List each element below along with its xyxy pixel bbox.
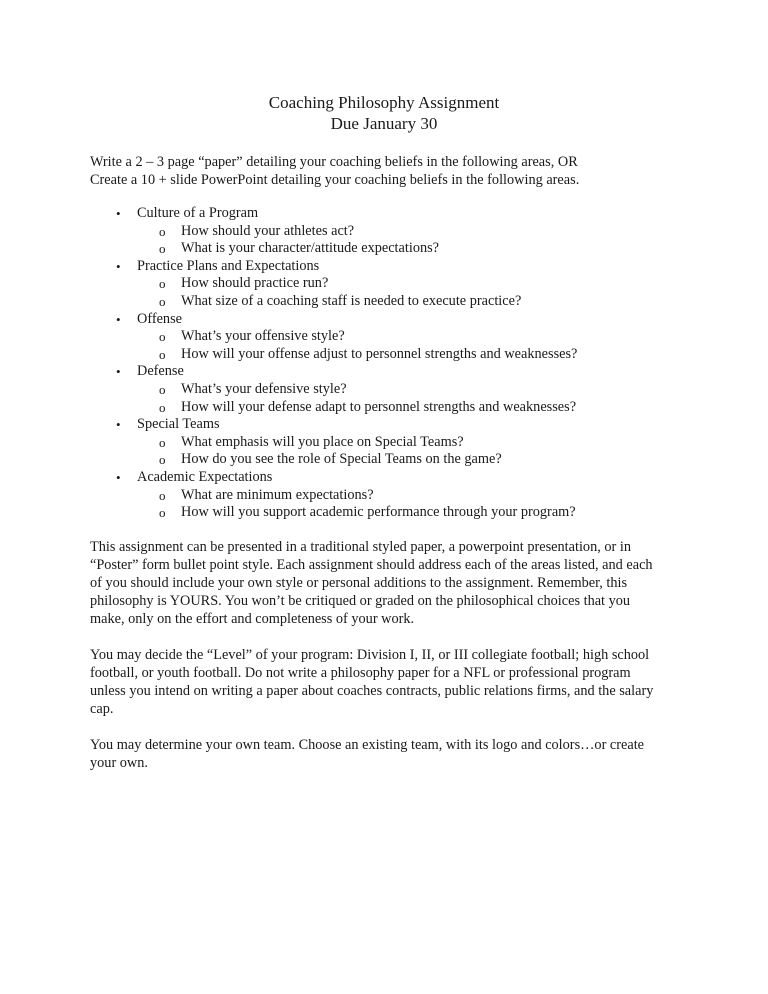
circle-bullet-icon: o <box>159 223 166 239</box>
bullet-icon: • <box>116 364 121 380</box>
circle-bullet-icon: o <box>159 241 166 257</box>
question-text: How will you support academic performance through your program? <box>181 504 576 521</box>
topic-list <box>0 205 768 522</box>
bullet-icon: • <box>116 311 121 327</box>
circle-bullet-icon: o <box>159 452 166 468</box>
paragraph <box>90 646 690 718</box>
paragraph-line: cap. <box>90 701 114 717</box>
question-text: How should your athletes act? <box>181 222 355 239</box>
question-list <box>137 381 768 416</box>
paragraph-line: You may determine your own team. Choose an existing team, with its logo and colors…or create <box>90 737 645 753</box>
topic-item <box>0 363 768 416</box>
paragraph-line: “Poster” form bullet point style. Each assignment should address each of the areas listed, and each <box>90 557 653 573</box>
body-paragraphs <box>90 538 690 790</box>
question-item <box>137 328 768 346</box>
paragraph-line: You may decide the “Level” of your program: Division I, II, or III collegiate football; high school <box>90 647 650 663</box>
intro-text <box>90 153 710 189</box>
topic-item <box>0 258 768 311</box>
question-text: What’s your offensive style? <box>181 328 345 345</box>
topic-label: Defense <box>137 363 184 380</box>
topic-item <box>0 469 768 522</box>
topic-label: Offense <box>137 310 182 327</box>
question-text: What emphasis will you place on Special Teams? <box>181 433 464 450</box>
bullet-icon: • <box>116 417 121 433</box>
topic-label: Culture of a Program <box>137 205 259 221</box>
bullet-icon: • <box>116 469 121 485</box>
topic-item <box>0 416 768 469</box>
paragraph-line: football, or youth football. Do not write a philosophy paper for a NFL or professional program <box>90 665 631 681</box>
topic-label: Practice Plans and Expectations <box>137 257 320 274</box>
question-list <box>137 434 768 469</box>
question-text: How will your offense adjust to personnel strengths and weaknesses? <box>181 345 578 362</box>
paragraph-line: This assignment can be presented in a traditional styled paper, a powerpoint presentation, or in <box>90 539 631 555</box>
circle-bullet-icon: o <box>159 434 166 450</box>
question-list <box>137 275 768 310</box>
question-text: How do you see the role of Special Teams on the game? <box>181 451 502 468</box>
question-item <box>137 487 768 505</box>
circle-bullet-icon: o <box>159 381 166 397</box>
circle-bullet-icon: o <box>159 346 166 362</box>
question-item <box>137 451 768 469</box>
paragraph-line: unless you intend on writing a paper about coaches contracts, public relations firms, and the salary <box>90 683 654 699</box>
paragraph-line: your own. <box>90 755 148 771</box>
circle-bullet-icon: o <box>159 505 166 521</box>
circle-bullet-icon: o <box>159 399 166 415</box>
intro-line: Write a 2 – 3 page “paper” detailing your coaching beliefs in the following areas, OR <box>90 154 578 170</box>
question-text: What are minimum expectations? <box>181 486 374 503</box>
question-text: How will your defense adapt to personnel strengths and weaknesses? <box>181 398 577 415</box>
question-text: What is your character/attitude expectations? <box>181 240 440 257</box>
topic-label: Special Teams <box>137 416 220 433</box>
title-block <box>0 92 768 134</box>
circle-bullet-icon: o <box>159 329 166 345</box>
paragraph-line: make, only on the effort and completeness of your work. <box>90 611 415 627</box>
circle-bullet-icon: o <box>159 487 166 503</box>
paragraph <box>90 736 690 772</box>
question-item <box>137 346 768 364</box>
paragraph-line: of you should include your own style or personal additions to the assignment. Remember, this <box>90 575 628 591</box>
question-item <box>137 434 768 452</box>
intro-line: Create a 10 + slide PowerPoint detailing your coaching beliefs in the following areas. <box>90 172 580 188</box>
question-text: How should practice run? <box>181 275 329 292</box>
question-item <box>137 399 768 417</box>
paragraph-line: philosophy is YOURS. You won’t be critiqued or graded on the philosophical choices that you <box>90 593 631 609</box>
question-item <box>137 504 768 522</box>
topic-item <box>0 205 768 258</box>
circle-bullet-icon: o <box>159 276 166 292</box>
topic-label: Academic Expectations <box>137 468 273 485</box>
bullet-icon: • <box>116 206 121 221</box>
question-item <box>137 275 768 293</box>
question-item <box>137 381 768 399</box>
question-list <box>137 328 768 363</box>
due-date: Due January 30 <box>330 114 438 133</box>
paragraph <box>90 538 690 628</box>
circle-bullet-icon: o <box>159 293 166 309</box>
question-text: What’s your defensive style? <box>181 380 347 397</box>
question-list <box>137 487 768 522</box>
question-item <box>137 293 768 311</box>
page-title: Coaching Philosophy Assignment <box>268 93 500 112</box>
question-item <box>137 240 768 258</box>
question-item <box>137 223 768 241</box>
question-list <box>137 223 768 258</box>
topic-item <box>0 311 768 364</box>
question-text: What size of a coaching staff is needed to execute practice? <box>181 292 522 309</box>
bullet-icon: • <box>116 258 121 274</box>
